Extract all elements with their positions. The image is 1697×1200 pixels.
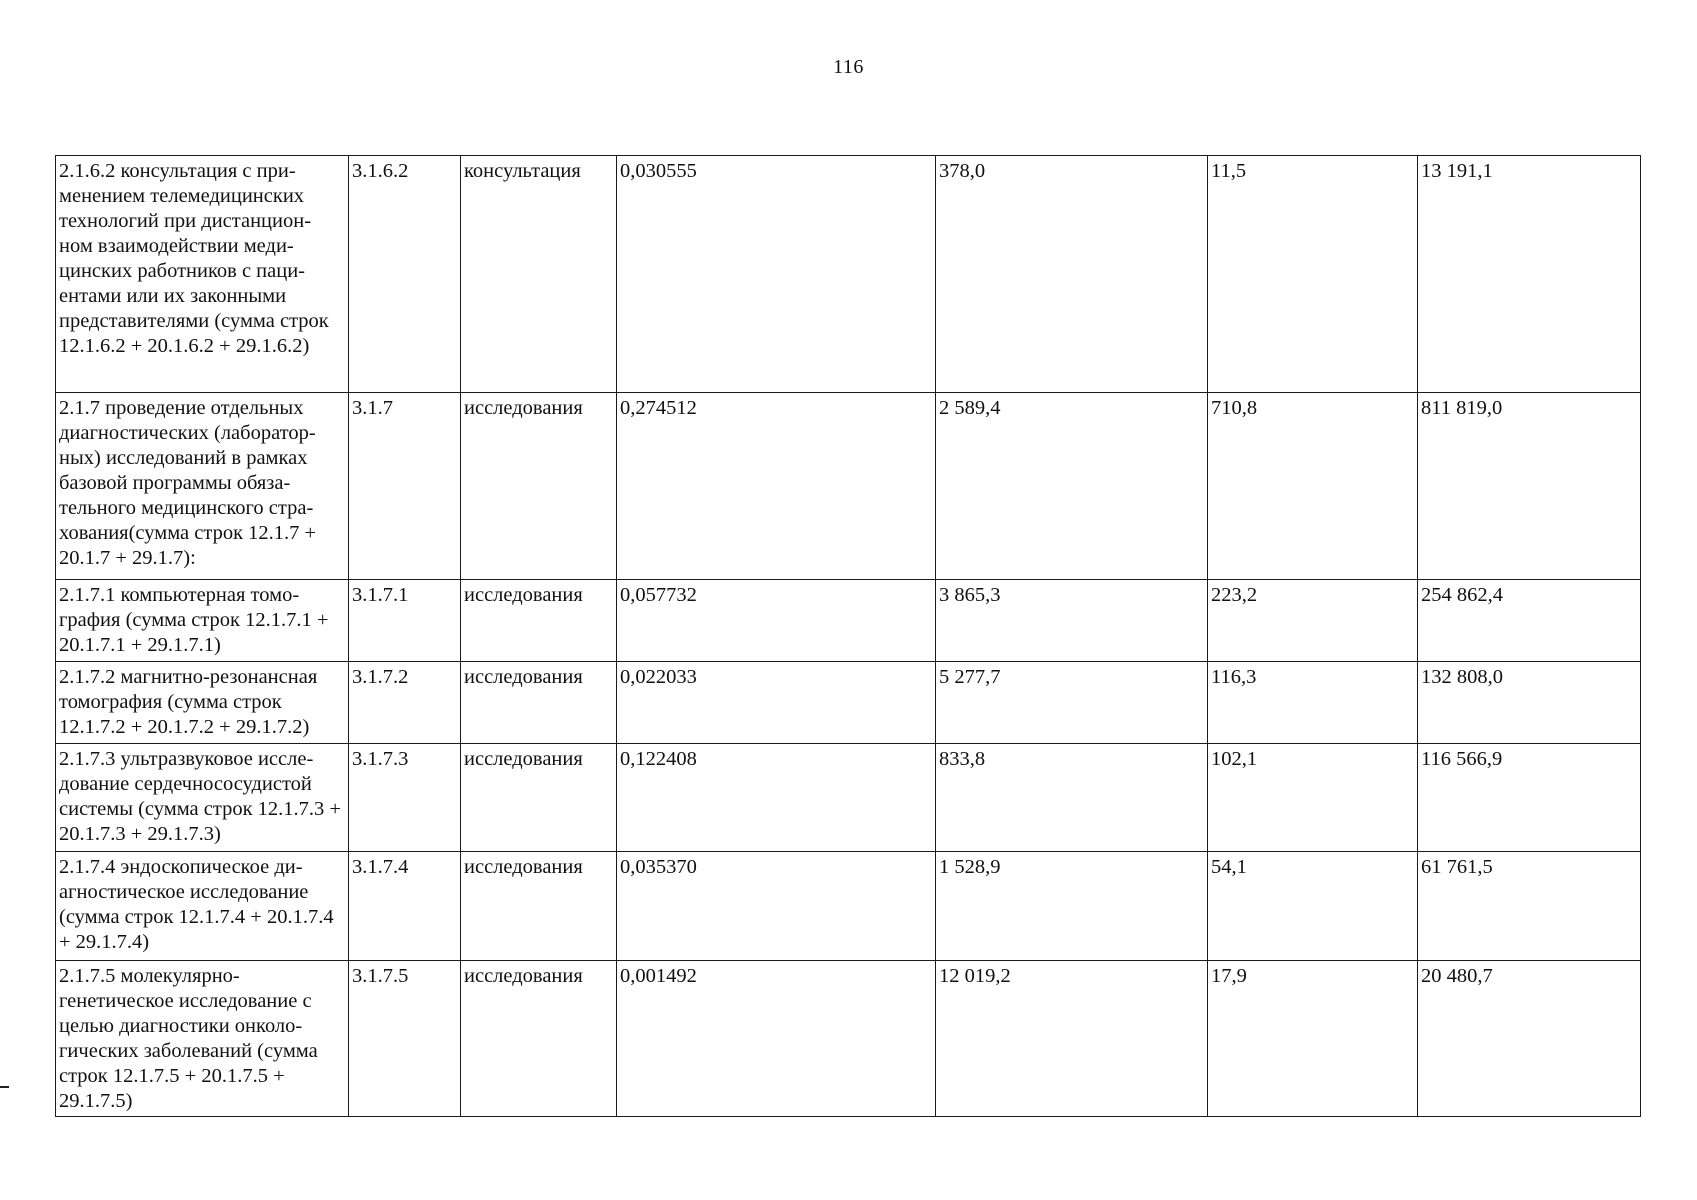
cell-per-capita: 54,1 — [1208, 852, 1418, 961]
margin-mark — [0, 1086, 9, 1088]
cell-cost: 2 589,4 — [936, 393, 1208, 580]
cell-name: 2.1.7.1 компьютерная томо-графия (сумма строк 12.1.7.1 + 20.1.7.1 + 29.1.7.1) — [56, 580, 349, 662]
cell-code: 3.1.7.1 — [349, 580, 461, 662]
data-table-container — [55, 155, 1640, 1117]
cell-name: 2.1.6.2 консультация с при-менением телемедицинских технологий при дистанцион-ном взаимодействии меди-цинских работников с паци-ентами или их законными представителями (сумма строк 12.1.6.2 + 20.1.6.2 + 29.1.6.2) — [56, 156, 349, 393]
cell-unit: исследования — [461, 744, 617, 852]
cell-total: 13 191,1 — [1418, 156, 1641, 393]
cell-norm: 0,035370 — [617, 852, 936, 961]
cell-unit: исследования — [461, 580, 617, 662]
cell-per-capita: 710,8 — [1208, 393, 1418, 580]
cell-code: 3.1.7 — [349, 393, 461, 580]
cell-unit: исследования — [461, 393, 617, 580]
cell-per-capita: 223,2 — [1208, 580, 1418, 662]
cell-cost: 5 277,7 — [936, 662, 1208, 744]
table-row — [56, 393, 1641, 580]
cell-cost: 12 019,2 — [936, 961, 1208, 1117]
cell-total: 61 761,5 — [1418, 852, 1641, 961]
cell-norm: 0,030555 — [617, 156, 936, 393]
cell-code: 3.1.7.5 — [349, 961, 461, 1117]
cell-code: 3.1.7.3 — [349, 744, 461, 852]
table-row — [56, 580, 1641, 662]
cell-total: 811 819,0 — [1418, 393, 1641, 580]
cell-norm: 0,001492 — [617, 961, 936, 1117]
cell-per-capita: 17,9 — [1208, 961, 1418, 1117]
cell-name: 2.1.7.2 магнитно-резонансная томография (сумма строк 12.1.7.2 + 20.1.7.2 + 29.1.7.2) — [56, 662, 349, 744]
cell-code: 3.1.6.2 — [349, 156, 461, 393]
cell-cost: 833,8 — [936, 744, 1208, 852]
cell-total: 254 862,4 — [1418, 580, 1641, 662]
cell-unit: исследования — [461, 662, 617, 744]
cell-name: 2.1.7.3 ультразвуковое иссле-дование сердечнососудистой системы (сумма строк 12.1.7.3 + 20.1.7.3 + 29.1.7.3) — [56, 744, 349, 852]
table-row — [56, 744, 1641, 852]
cell-code: 3.1.7.2 — [349, 662, 461, 744]
cell-cost: 378,0 — [936, 156, 1208, 393]
cell-unit: консультация — [461, 156, 617, 393]
table-row — [56, 156, 1641, 393]
cell-cost: 1 528,9 — [936, 852, 1208, 961]
cell-total: 20 480,7 — [1418, 961, 1641, 1117]
cell-total: 116 566,9 — [1418, 744, 1641, 852]
cell-norm: 0,057732 — [617, 580, 936, 662]
cell-norm: 0,122408 — [617, 744, 936, 852]
cell-name: 2.1.7 проведение отдельных диагностических (лаборатор-ных) исследований в рамках базовой программы обяза-тельного медицинского стра-хования(сумма строк 12.1.7 + 20.1.7 + 29.1.7): — [56, 393, 349, 580]
table-row — [56, 852, 1641, 961]
cell-per-capita: 102,1 — [1208, 744, 1418, 852]
cell-norm: 0,274512 — [617, 393, 936, 580]
table-row — [56, 662, 1641, 744]
cell-per-capita: 116,3 — [1208, 662, 1418, 744]
cell-code: 3.1.7.4 — [349, 852, 461, 961]
table-row — [56, 961, 1641, 1117]
cell-cost: 3 865,3 — [936, 580, 1208, 662]
data-table — [55, 155, 1641, 1117]
cell-per-capita: 11,5 — [1208, 156, 1418, 393]
cell-total: 132 808,0 — [1418, 662, 1641, 744]
page-number: 116 — [833, 56, 864, 78]
cell-unit: исследования — [461, 961, 617, 1117]
cell-unit: исследования — [461, 852, 617, 961]
cell-norm: 0,022033 — [617, 662, 936, 744]
cell-name: 2.1.7.4 эндоскопическое ди-агностическое исследование (сумма строк 12.1.7.4 + 20.1.7.4 + 29.1.7.4) — [56, 852, 349, 961]
cell-name: 2.1.7.5 молекулярно-генетическое исследование с целью диагностики онколо-гических заболеваний (сумма строк 12.1.7.5 + 20.1.7.5 + 29.1.7.5) — [56, 961, 349, 1117]
